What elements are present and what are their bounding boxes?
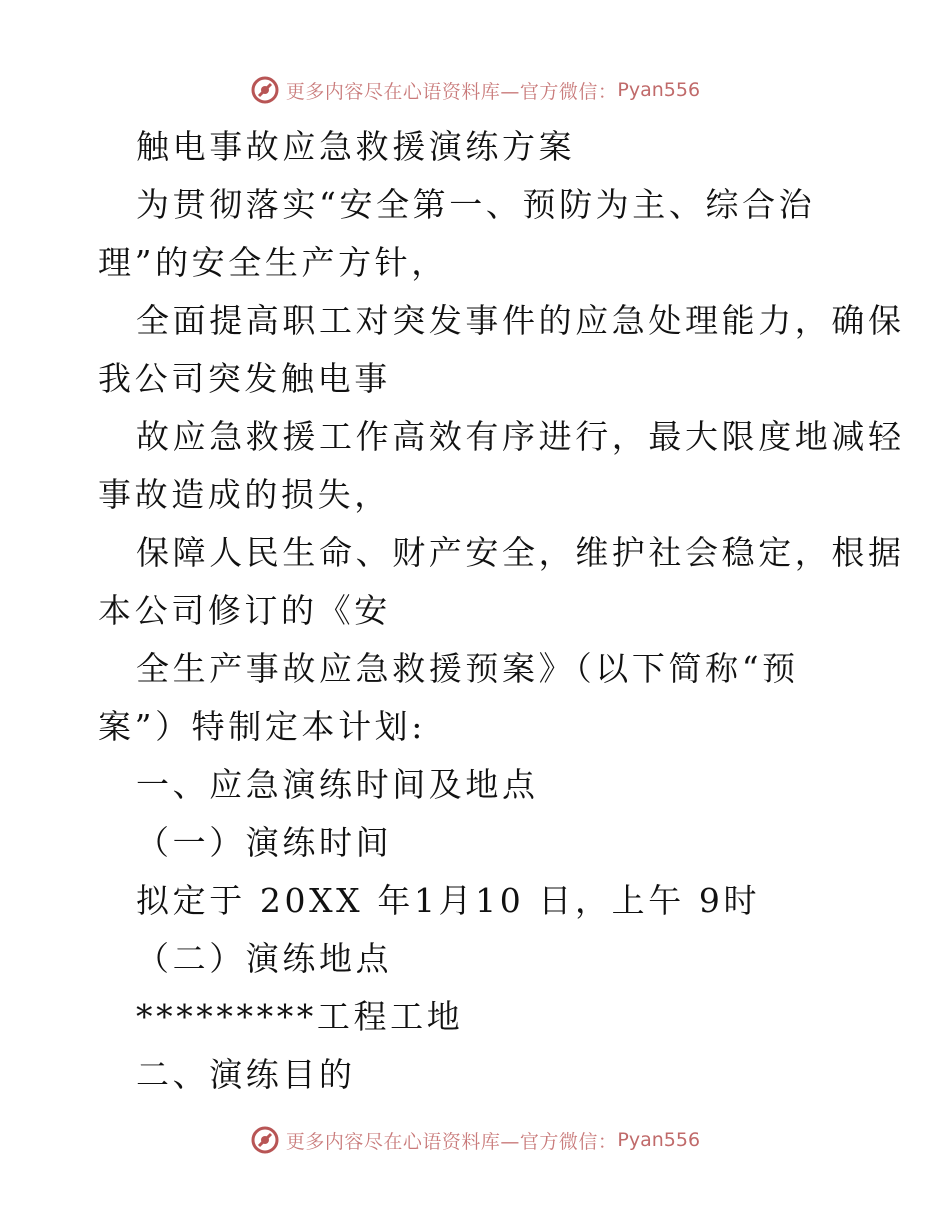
section-heading: 二、演练目的: [136, 1055, 356, 1094]
paragraph-line: 全生产事故应急救援预案》（以下简称“预: [136, 649, 799, 688]
paragraph-line: 理”的安全生产方针，: [98, 243, 448, 282]
subsection-heading: （二）演练地点: [136, 939, 393, 978]
paragraph-line: 为贯彻落实“安全第一、预防为主、综合治: [136, 185, 816, 224]
section-heading: 一、应急演练时间及地点: [136, 765, 539, 804]
paragraph-line: 本公司修订的《安: [98, 591, 391, 630]
watermark-text: 更多内容尽在心语资料库—官方微信：: [285, 80, 618, 103]
watermark-handle: Pyan556: [617, 1129, 701, 1151]
paragraph-line: 案”）特制定本计划:: [98, 707, 426, 746]
logo-icon: [250, 75, 280, 105]
paragraph-line: 拟定于 20XX 年1月10 日，上午 9时: [136, 881, 761, 920]
logo-icon: [250, 1125, 280, 1155]
watermark-text: 更多内容尽在心语资料库—官方微信：: [285, 1130, 618, 1153]
subsection-heading: （一）演练时间: [136, 823, 393, 862]
paragraph-line: *********工程工地: [136, 997, 464, 1036]
document-title: 触电事故应急救援演练方案: [136, 127, 576, 166]
footer-watermark: [0, 1120, 950, 1160]
paragraph-line: 全面提高职工对突发事件的应急处理能力，确保: [136, 301, 905, 340]
paragraph-line: 事故造成的损失，: [98, 475, 391, 514]
header-watermark: [0, 70, 950, 110]
paragraph-line: 保障人民生命、财产安全，维护社会稳定，根据: [136, 533, 905, 572]
paragraph-line: 故应急救援工作高效有序进行，最大限度地减轻: [136, 417, 905, 456]
paragraph-line: 我公司突发触电事: [98, 359, 391, 398]
document-body: [98, 118, 905, 1104]
watermark-handle: Pyan556: [617, 79, 701, 101]
